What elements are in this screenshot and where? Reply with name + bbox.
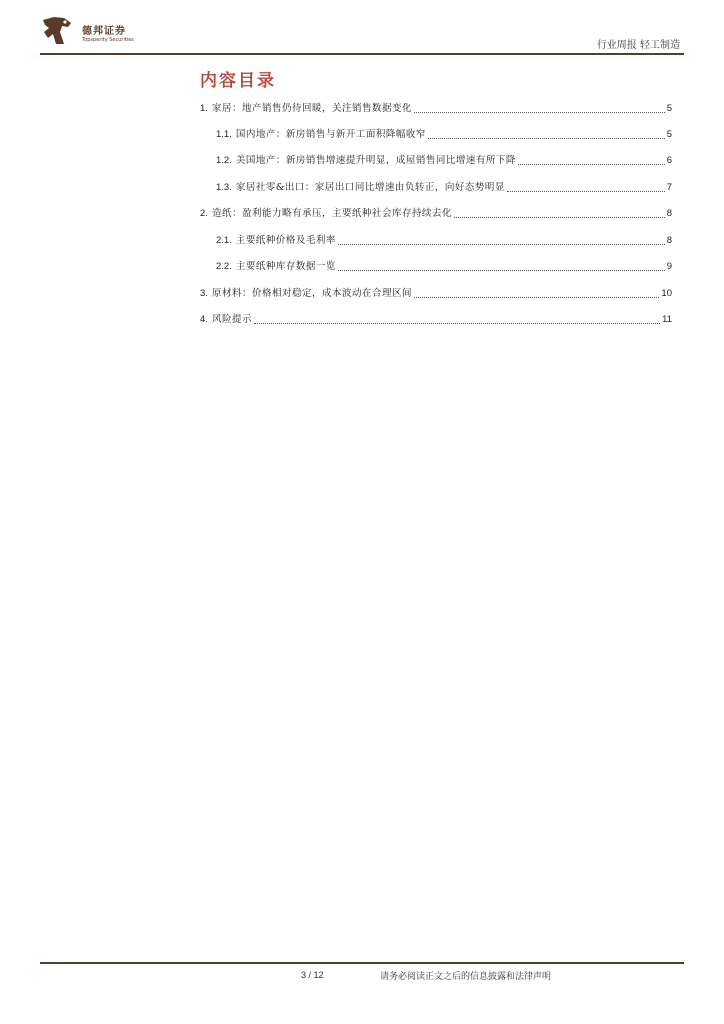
toc-entry-page: 11 bbox=[662, 314, 672, 325]
toc-entry-title: 原材料：价格相对稳定，成本波动在合理区间 bbox=[211, 288, 412, 299]
toc-leader-dots bbox=[338, 244, 665, 245]
toc-leader-dots bbox=[518, 164, 665, 165]
toc-leader-dots bbox=[454, 217, 665, 218]
toc-entry-title: 风险提示 bbox=[211, 314, 252, 325]
toc-entry-number: 1.3. bbox=[216, 182, 232, 193]
toc-entry-page: 8 bbox=[666, 208, 672, 219]
toc-entry-number: 4. bbox=[200, 314, 208, 325]
toc-leader-dots bbox=[414, 112, 665, 113]
toc-entry-page: 5 bbox=[666, 129, 672, 140]
toc-entry-title: 国内地产：新房销售与新开工面积降幅收窄 bbox=[235, 129, 426, 140]
report-category: 行业周报 轻工制造 bbox=[596, 40, 680, 51]
toc-entry-number: 1. bbox=[200, 103, 208, 114]
toc-entry[interactable] bbox=[200, 154, 672, 168]
company-logo-icon bbox=[40, 14, 74, 48]
toc-entry[interactable] bbox=[200, 234, 672, 248]
toc-entry-title: 美国地产：新房销售增速提升明显，成屋销售同比增速有所下降 bbox=[235, 155, 516, 166]
company-logo bbox=[40, 14, 140, 50]
toc-leader-dots bbox=[414, 297, 659, 298]
toc-entry-number: 3. bbox=[200, 288, 208, 299]
toc-title: 内容目录 bbox=[200, 71, 276, 91]
toc-entry-page: 10 bbox=[661, 288, 672, 299]
toc-leader-dots bbox=[507, 191, 665, 192]
toc-entry[interactable] bbox=[200, 287, 672, 301]
disclaimer-note: 请务必阅读正文之后的信息披露和法律声明 bbox=[380, 972, 552, 982]
logo-english-name: Topsperity Securities bbox=[82, 37, 134, 43]
logo-chinese-name: 德邦证券 bbox=[82, 26, 126, 37]
page-indicator: 3 / 12 bbox=[301, 970, 324, 980]
toc-leader-dots bbox=[428, 138, 665, 139]
toc-entry[interactable] bbox=[200, 207, 672, 221]
toc-entry-title: 主要纸种价格及毛利率 bbox=[235, 235, 336, 246]
toc-entry-page: 5 bbox=[666, 103, 672, 114]
toc-entry-number: 2. bbox=[200, 208, 208, 219]
toc-entry-title: 家居：地产销售仍待回暖，关注销售数据变化 bbox=[211, 103, 412, 114]
toc-entry-number: 1.2. bbox=[216, 155, 232, 166]
toc-leader-dots bbox=[338, 270, 665, 271]
toc-entry[interactable] bbox=[200, 260, 672, 274]
toc-entry[interactable] bbox=[200, 313, 672, 327]
toc-entry[interactable] bbox=[200, 128, 672, 142]
toc-entry-title: 造纸：盈利能力略有承压，主要纸种社会库存持续去化 bbox=[211, 208, 452, 219]
toc-entry-page: 6 bbox=[666, 155, 672, 166]
footer-divider bbox=[40, 962, 684, 964]
toc-entry-page: 8 bbox=[666, 235, 672, 246]
toc-entry-page: 9 bbox=[666, 261, 672, 272]
toc-entry-number: 2.1. bbox=[216, 235, 232, 246]
toc-entry-page: 7 bbox=[666, 182, 672, 193]
toc-entry[interactable] bbox=[200, 181, 672, 195]
toc-entry-number: 2.2. bbox=[216, 261, 232, 272]
toc-leader-dots bbox=[254, 323, 660, 324]
toc-entry-title: 主要纸种库存数据一览 bbox=[235, 261, 336, 272]
toc-entry-title: 家居社零&出口：家居出口同比增速由负转正，向好态势明显 bbox=[235, 182, 505, 193]
toc-entry[interactable] bbox=[200, 102, 672, 116]
header-divider bbox=[40, 53, 684, 55]
toc-entry-number: 1.1. bbox=[216, 129, 232, 140]
